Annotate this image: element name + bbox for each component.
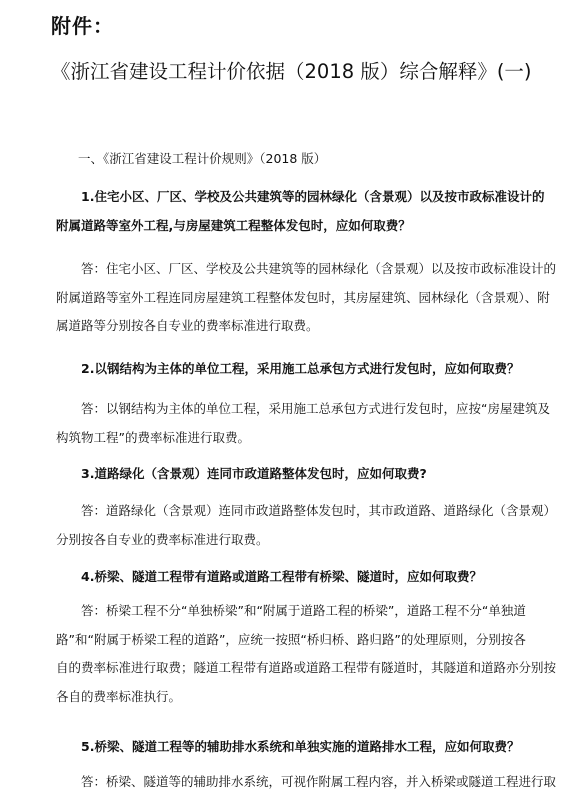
answer-3 xyxy=(56,497,557,554)
answer-5 xyxy=(56,768,557,797)
attachment-label: 附件： xyxy=(51,14,114,38)
answer-1-line-1: 答：住宅小区、厂区、学校及公共建筑等的园林绿化（含景观）以及按市政标准设计的 xyxy=(81,261,557,276)
question-2-line-1: 2.以钢结构为主体的单位工程，采用施工总承包方式进行发包时，应如何取费？ xyxy=(81,361,520,376)
question-5-line-1: 5.桥梁、隧道工程等的辅助排水系统和单独实施的道路排水工程，应如何取费？ xyxy=(81,739,520,754)
answer-1-line-2: 附属道路等室外工程连同房屋建筑工程整体发包时，其房屋建筑、园林绿化（含景观）、附 xyxy=(56,289,550,305)
answer-4-line-2: 路”和“附属于桥梁工程的道路”，应统一按照“桥归桥、路归路”的处理原则，分别按各 xyxy=(56,631,526,647)
answer-1 xyxy=(56,255,557,341)
answer-1-line-3: 属道路等分别按各自专业的费率标准进行取费。 xyxy=(56,318,319,334)
question-1 xyxy=(56,183,545,240)
section-heading: 一、《浙江省建设工程计价规则》（2018 版） xyxy=(78,151,327,166)
answer-3-line-1: 答：道路绿化（含景观）连同市政道路整体发包时，其市政道路、道路绿化（含景观） xyxy=(81,503,557,518)
answer-4-line-1: 答：桥梁工程不分“单独桥梁”和“附属于道路工程的桥梁”，道路工程不分“单独道 xyxy=(81,603,526,618)
question-4-line-1: 4.桥梁、隧道工程带有道路或道路工程带有桥梁、隧道时，应如何取费？ xyxy=(81,569,482,584)
question-3-line-1: 3.道路绿化（含景观）连同市政道路整体发包时，应如何取费? xyxy=(81,466,427,481)
question-2 xyxy=(56,355,535,384)
answer-4 xyxy=(56,597,557,711)
answer-2-line-2: 构筑物工程”的费率标准进行取费。 xyxy=(56,429,250,445)
question-1-line-1: 1.住宅小区、厂区、学校及公共建筑等的园林绿化（含景观）以及按市政标准设计的 xyxy=(81,189,545,204)
question-4 xyxy=(56,563,535,592)
answer-4-line-4: 各自的费率标准执行。 xyxy=(56,688,182,704)
question-5 xyxy=(56,733,535,762)
question-3 xyxy=(56,460,535,489)
answer-2 xyxy=(56,395,550,452)
answer-2-line-1: 答：以钢结构为主体的单位工程，采用施工总承包方式进行发包时，应按“房屋建筑及 xyxy=(81,401,550,416)
document-title: 《浙江省建设工程计价依据（2018 版）综合解释》(一) xyxy=(51,60,532,83)
question-1-line-2: 附属道路等室外工程,与房屋建筑工程整体发包时，应如何取费？ xyxy=(56,217,411,233)
answer-3-line-2: 分别按各自专业的费率标准进行取费。 xyxy=(56,531,269,547)
answer-4-line-3: 自的费率标准进行取费；隧道工程带有道路或道路工程带有隧道时，其隧道和道路亦分别按 xyxy=(56,660,557,676)
answer-5-line-1: 答：桥梁、隧道等的辅助排水系统，可视作附属工程内容，并入桥梁或隧道工程进行取 xyxy=(81,774,557,789)
